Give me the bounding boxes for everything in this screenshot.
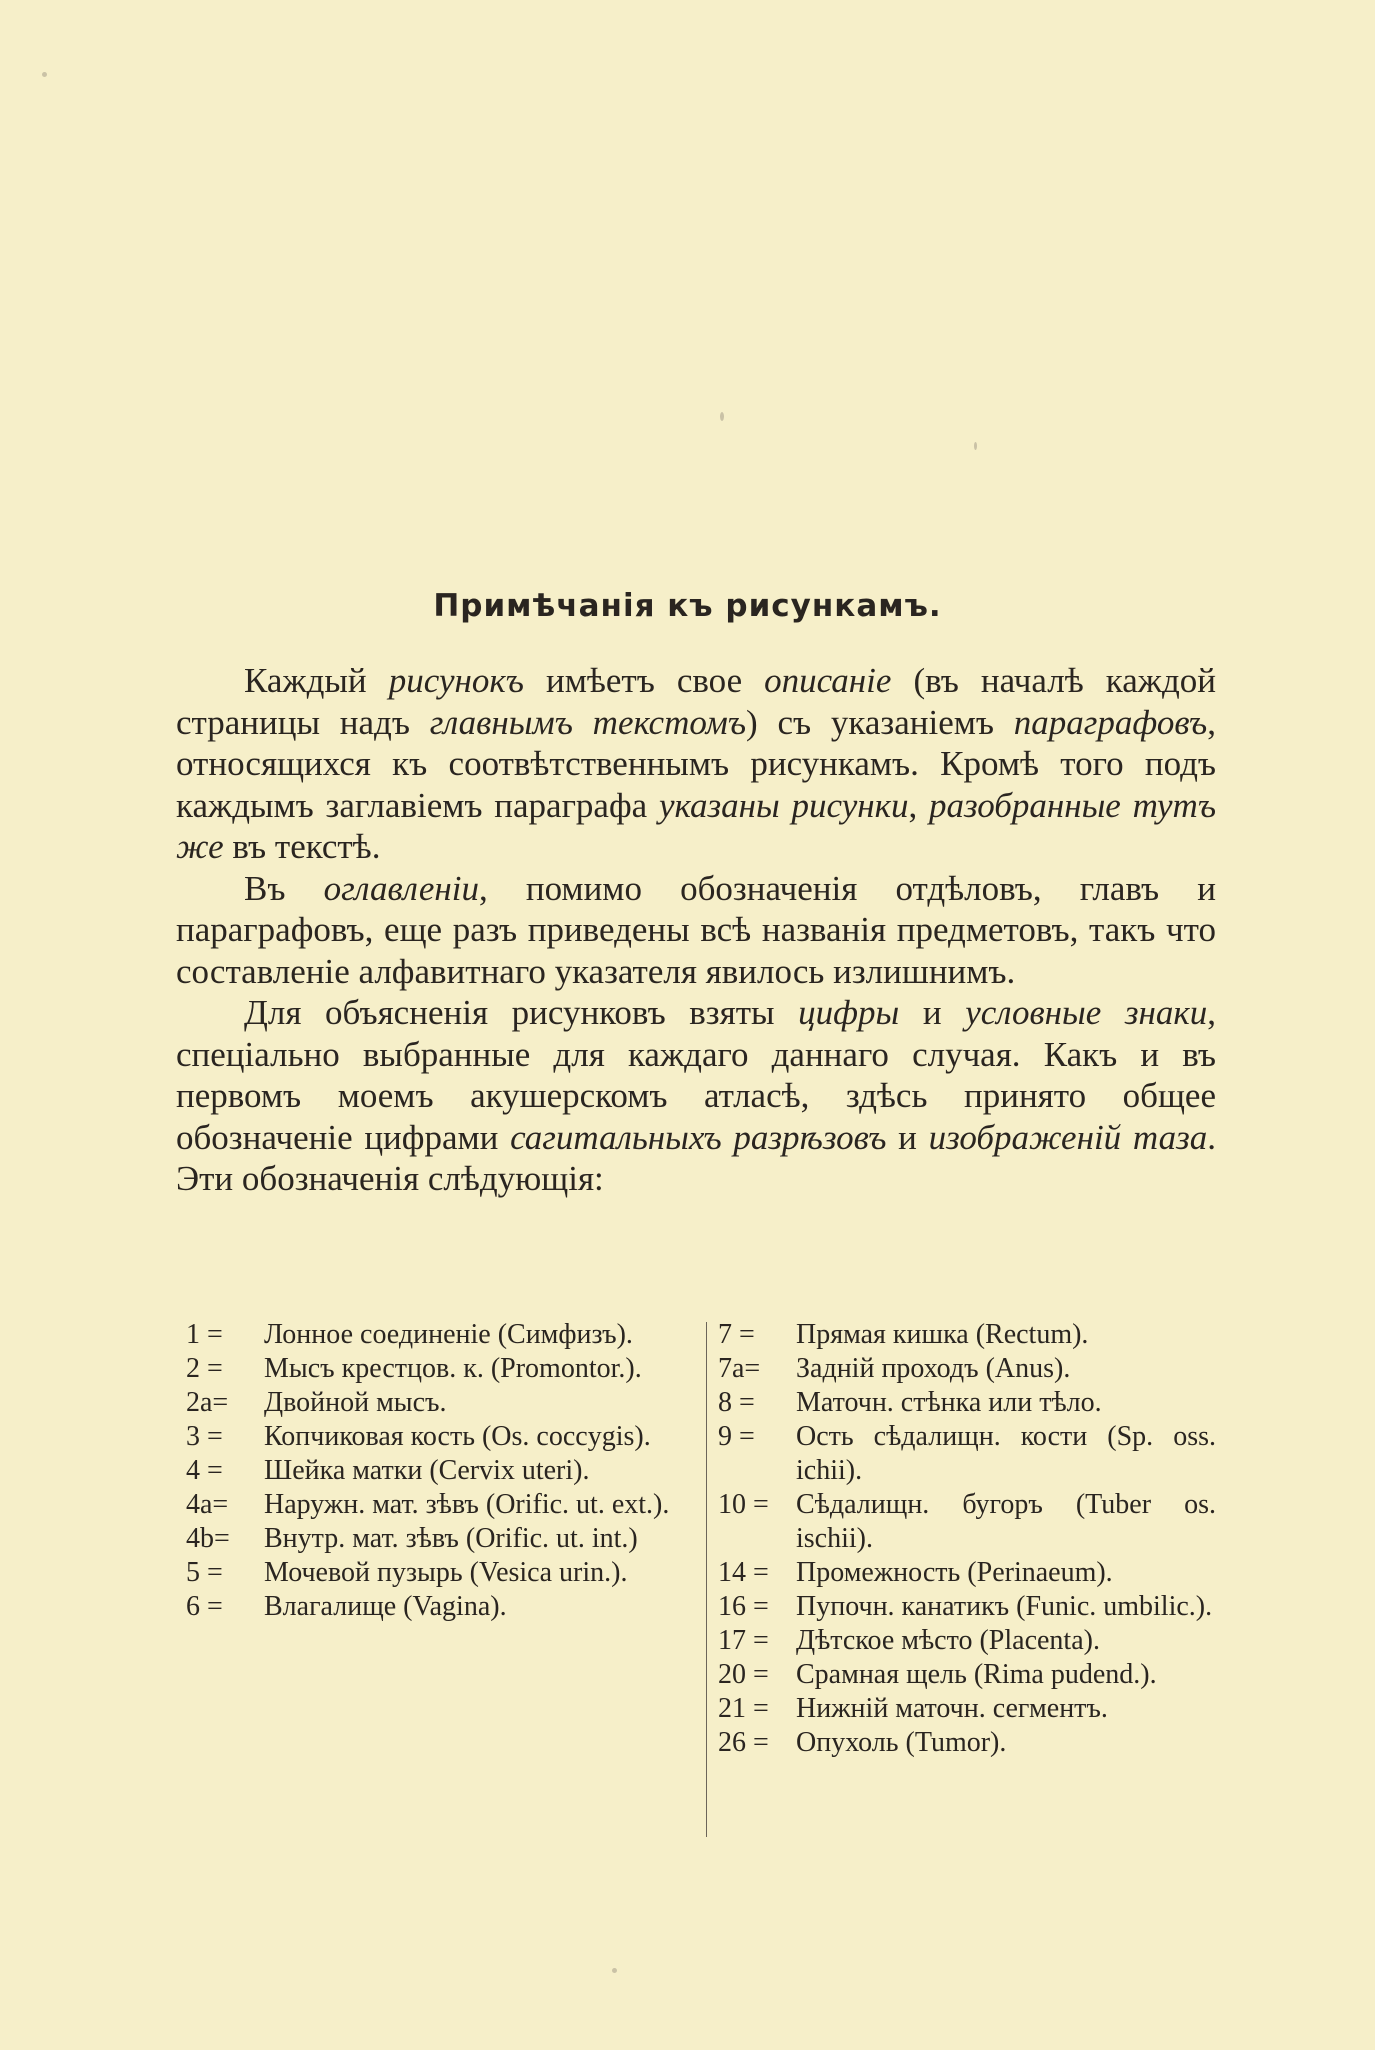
text-run: и (886, 1117, 929, 1157)
legend-text: Нижній маточн. сегментъ. (796, 1693, 1108, 1724)
legend-text: Опухоль (Tumor). (796, 1727, 1007, 1758)
page-title: Примѣчанія къ рисункамъ. (433, 588, 942, 624)
legend-number: 5 = (186, 1557, 223, 1588)
text-run: . Эти обозначенія слѣдующія: (176, 1117, 1216, 1198)
legend-text: Пупочн. канатикъ (Funic. umbilic.). (796, 1591, 1213, 1622)
emphasis: описаніе (764, 661, 892, 700)
legend-text: Мочевой пузырь (Vesica urin.). (264, 1557, 628, 1588)
text-run: Каждый (244, 661, 389, 700)
legend-number: 8 = (718, 1387, 755, 1418)
legend-entry (186, 1386, 703, 1420)
legend-number: 4a= (186, 1489, 229, 1520)
emphasis: главнымъ текстомъ (429, 702, 747, 742)
legend-number: 1 = (186, 1319, 223, 1350)
legend-entry (186, 1488, 703, 1522)
legend-entry (186, 1556, 703, 1590)
legend-text: Дѣтское мѣсто (Placenta). (796, 1625, 1100, 1656)
text-run: , помимо обозначенія отдѣловъ, главъ и параграфовъ, еще разъ приведены всѣ названія предметовъ, такъ что составленіе алфавитнаго указателя явилось излишнимъ. (176, 868, 1216, 991)
legend-number: 3 = (186, 1421, 223, 1452)
legend-entry (186, 1352, 703, 1386)
emphasis: сагитальныхъ разрѣзовъ (510, 1117, 887, 1157)
text-run: Въ (244, 868, 324, 908)
legend-text: Срамная щель (Rima pudend.). (796, 1659, 1157, 1690)
paper-speck (612, 1968, 617, 1973)
emphasis: оглавленіи (323, 868, 479, 908)
legend-text: Наружн. мат. зѣвъ (Orific. ut. ext.). (264, 1489, 670, 1520)
text-run: ) съ указаніемъ (746, 702, 1014, 742)
emphasis: условные знаки (965, 993, 1208, 1032)
legend-number: 21 = (718, 1693, 769, 1724)
emphasis: параграфовъ (1013, 702, 1208, 742)
legend-entry (718, 1624, 1216, 1658)
legend-number: 17 = (718, 1625, 769, 1656)
legend-text: Задній проходъ (Anus). (796, 1353, 1071, 1384)
legend-entry (186, 1318, 703, 1352)
legend-text: Лонное соединеніе (Симфизъ). (264, 1319, 633, 1350)
legend-text: Прямая кишка (Rectum). (796, 1319, 1089, 1350)
legend-number: 4b= (186, 1523, 230, 1554)
legend-number: 10 = (718, 1489, 769, 1520)
text-run: (въ началѣ каждой страницы надъ (176, 661, 1216, 742)
paper-speck (974, 442, 977, 450)
body-text (176, 660, 1216, 1200)
legend-entry (186, 1590, 703, 1624)
legend-number: 4 = (186, 1455, 223, 1486)
emphasis: указаны рисунки (658, 785, 909, 825)
legend-number: 20 = (718, 1659, 769, 1690)
legend-number: 6 = (186, 1591, 223, 1622)
text-run: , (908, 785, 930, 825)
legend-entry (718, 1352, 1216, 1386)
text-run: и (899, 993, 966, 1032)
legend-number: 16 = (718, 1591, 769, 1622)
legend-number: 26 = (718, 1727, 769, 1758)
emphasis: цифры (798, 993, 900, 1032)
legend-text: Мысъ крестцов. к. (Promontor.). (264, 1353, 642, 1384)
legend-left-column (186, 1318, 703, 1624)
legend-number: 14 = (718, 1557, 769, 1588)
legend-number: 2a= (186, 1387, 229, 1418)
legend-entry (718, 1386, 1216, 1420)
legend-text: Шейка матки (Cervix uteri). (264, 1455, 590, 1486)
legend-entry (718, 1318, 1216, 1352)
text-run: имѣетъ свое (523, 661, 765, 700)
legend-entry (718, 1590, 1216, 1624)
legend-entry (186, 1454, 703, 1488)
paragraph-2 (176, 868, 1216, 993)
legend-entry (718, 1692, 1216, 1726)
paragraph-3 (176, 992, 1216, 1200)
legend-number: 7 = (718, 1319, 755, 1350)
emphasis: разобранные тутъ же (176, 785, 1216, 866)
legend-number: 9 = (718, 1421, 755, 1452)
paragraph-1 (176, 660, 1216, 868)
text-run: въ текстѣ. (223, 827, 381, 866)
legend-text: Сѣдалищн. бугоръ (Tuber os. ischii). (796, 1489, 1216, 1554)
legend-entry (718, 1658, 1216, 1692)
legend-text: Маточн. стѣнка или тѣло. (796, 1387, 1102, 1418)
paper-speck (720, 412, 724, 421)
legend-text: Влагалище (Vagina). (264, 1591, 507, 1622)
emphasis: изображеній таза (928, 1117, 1208, 1157)
legend-entry (718, 1556, 1216, 1590)
legend-right-column (718, 1318, 1216, 1760)
legend-entry (186, 1522, 703, 1556)
legend-number: 7a= (718, 1353, 761, 1384)
text-run: Для объясненія рисунковъ взяты (244, 993, 799, 1032)
legend-text: Ость сѣдалищн. кости (Sp. oss. ichii). (796, 1421, 1216, 1486)
paper-speck (42, 72, 47, 77)
legend-text: Двойной мысъ. (264, 1387, 447, 1418)
legend-entry (718, 1488, 1216, 1556)
legend-text: Промежность (Perinaeum). (796, 1557, 1113, 1588)
legend-entry (718, 1726, 1216, 1760)
legend-number: 2 = (186, 1353, 223, 1384)
text-run: , спеціально выбранные для каждаго даннаго случая. Какъ и въ первомъ моемъ акушерскомъ атласѣ, здѣсь принято общее обозначеніе цифрами (176, 993, 1216, 1157)
legend-entry (186, 1420, 703, 1454)
legend-text: Копчиковая кость (Os. coccygis). (264, 1421, 651, 1452)
text-run: , относящихся къ соотвѣтственнымъ рисункамъ. Кромѣ того подъ каждымъ заглавіемъ параграфа (176, 702, 1216, 825)
legend-entry (718, 1420, 1216, 1488)
emphasis: рисунокъ (388, 661, 524, 700)
column-divider (706, 1322, 707, 1837)
legend-text: Внутр. мат. зѣвъ (Orific. ut. int.) (264, 1523, 638, 1554)
